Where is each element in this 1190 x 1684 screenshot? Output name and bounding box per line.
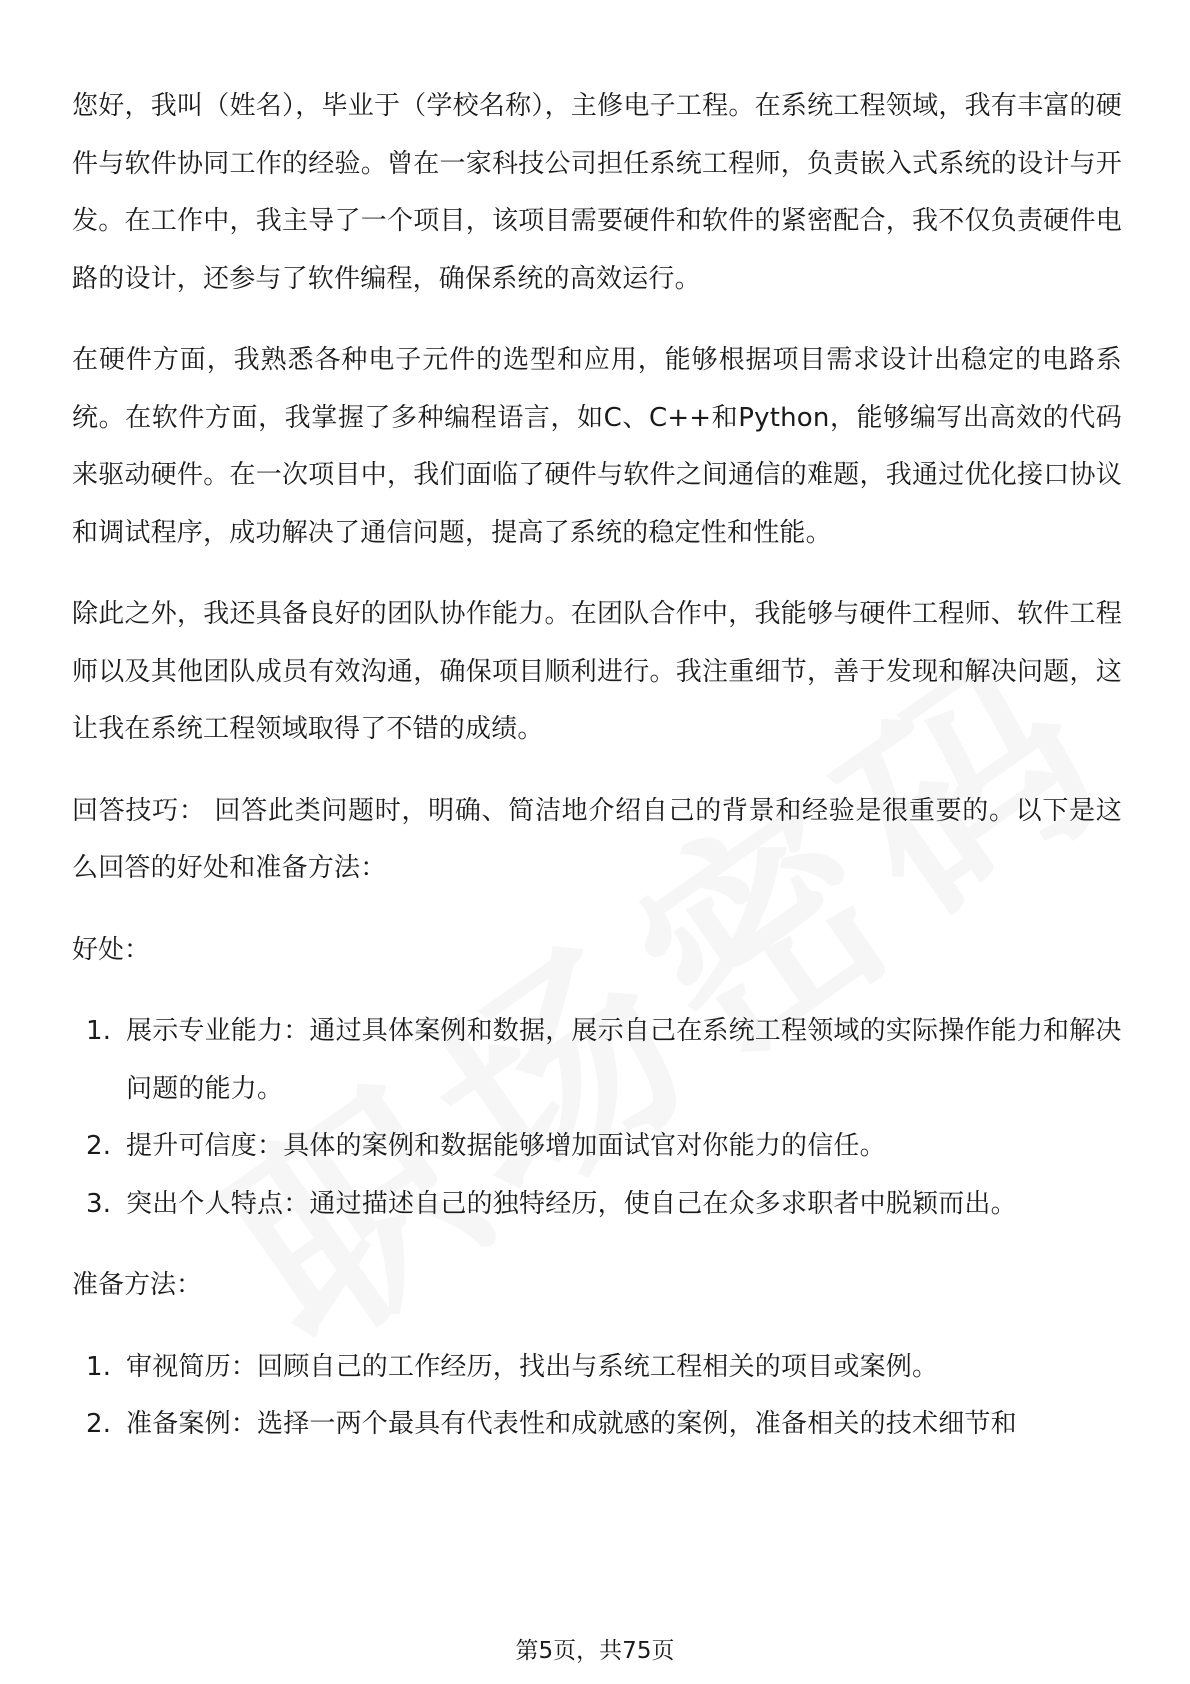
list-number: 2. [86,1131,112,1161]
document-body [72,78,1122,1478]
list-item [72,1118,1122,1176]
list-item [72,1396,1122,1454]
list-number: 3. [86,1188,112,1219]
teamwork-paragraph: 除此之外，我还具备良好的团队协作能力。在团队合作中，我能够与硬件工程师、软件工程师以及其他团队成员有效沟通，确保项目顺利进行。我注重细节，善于发现和解决问题，这让我在系统工程领域取得了不错的成绩。 [72,599,1122,744]
list-item-text: 展示专业能力：通过具体案例和数据，展示自己在系统工程领域的实际操作能力和解决问题的能力。 [126,1016,1122,1104]
list-number: 1. [86,1016,112,1046]
list-item [72,1339,1122,1397]
list-number: 2. [86,1409,112,1439]
intro-paragraph: 您好，我叫（姓名），毕业于（学校名称），主修电子工程。在系统工程领域，我有丰富的硬件与软件协同工作的经验。曾在一家科技公司担任系统工程师，负责嵌入式系统的设计与开发。在工作中，我主导了一个项目，该项目需要硬件和软件的紧密配合，我不仅负责硬件电路的设计，还参与了软件编程，确保系统的高效运行。 [72,91,1122,294]
list-item-text: 突出个人特点：通过描述自己的独特经历，使自己在众多求职者中脱颖而出。 [126,1188,1017,1219]
list-item-text: 准备案例：选择一两个最具有代表性和成就感的案例，准备相关的技术细节和 [126,1409,1017,1439]
preparation-list [72,1339,1122,1454]
list-item-text: 提升可信度：具体的案例和数据能够增加面试官对你能力的信任。 [126,1131,886,1161]
benefits-heading: 好处： [72,934,151,965]
list-item [72,1003,1122,1118]
hardware-software-paragraph: 在硬件方面，我熟悉各种电子元件的选型和应用，能够根据项目需求设计出稳定的电路系统。在软件方面，我掌握了多种编程语言，如C、C++和Python，能够编写出高效的代码来驱动硬件。在一次项目中，我们面临了硬件与软件之间通信的难题，我通过优化接口协议和调试程序，成功解决了通信问题，提高了系统的稳定性和性能。 [72,345,1122,548]
list-item-text: 审视简历：回顾自己的工作经历，找出与系统工程相关的项目或案例。 [126,1351,939,1382]
benefits-list [72,1003,1122,1233]
list-item [72,1176,1122,1234]
answer-tips-paragraph: 回答技巧： 回答此类问题时，明确、简洁地介绍自己的背景和经验是很重要的。以下是这么回答的好处和准备方法： [72,795,1123,883]
page-footer: 第5页，共75页 [515,1638,675,1664]
preparation-heading: 准备方法： [72,1270,203,1300]
list-number: 1. [86,1351,112,1382]
